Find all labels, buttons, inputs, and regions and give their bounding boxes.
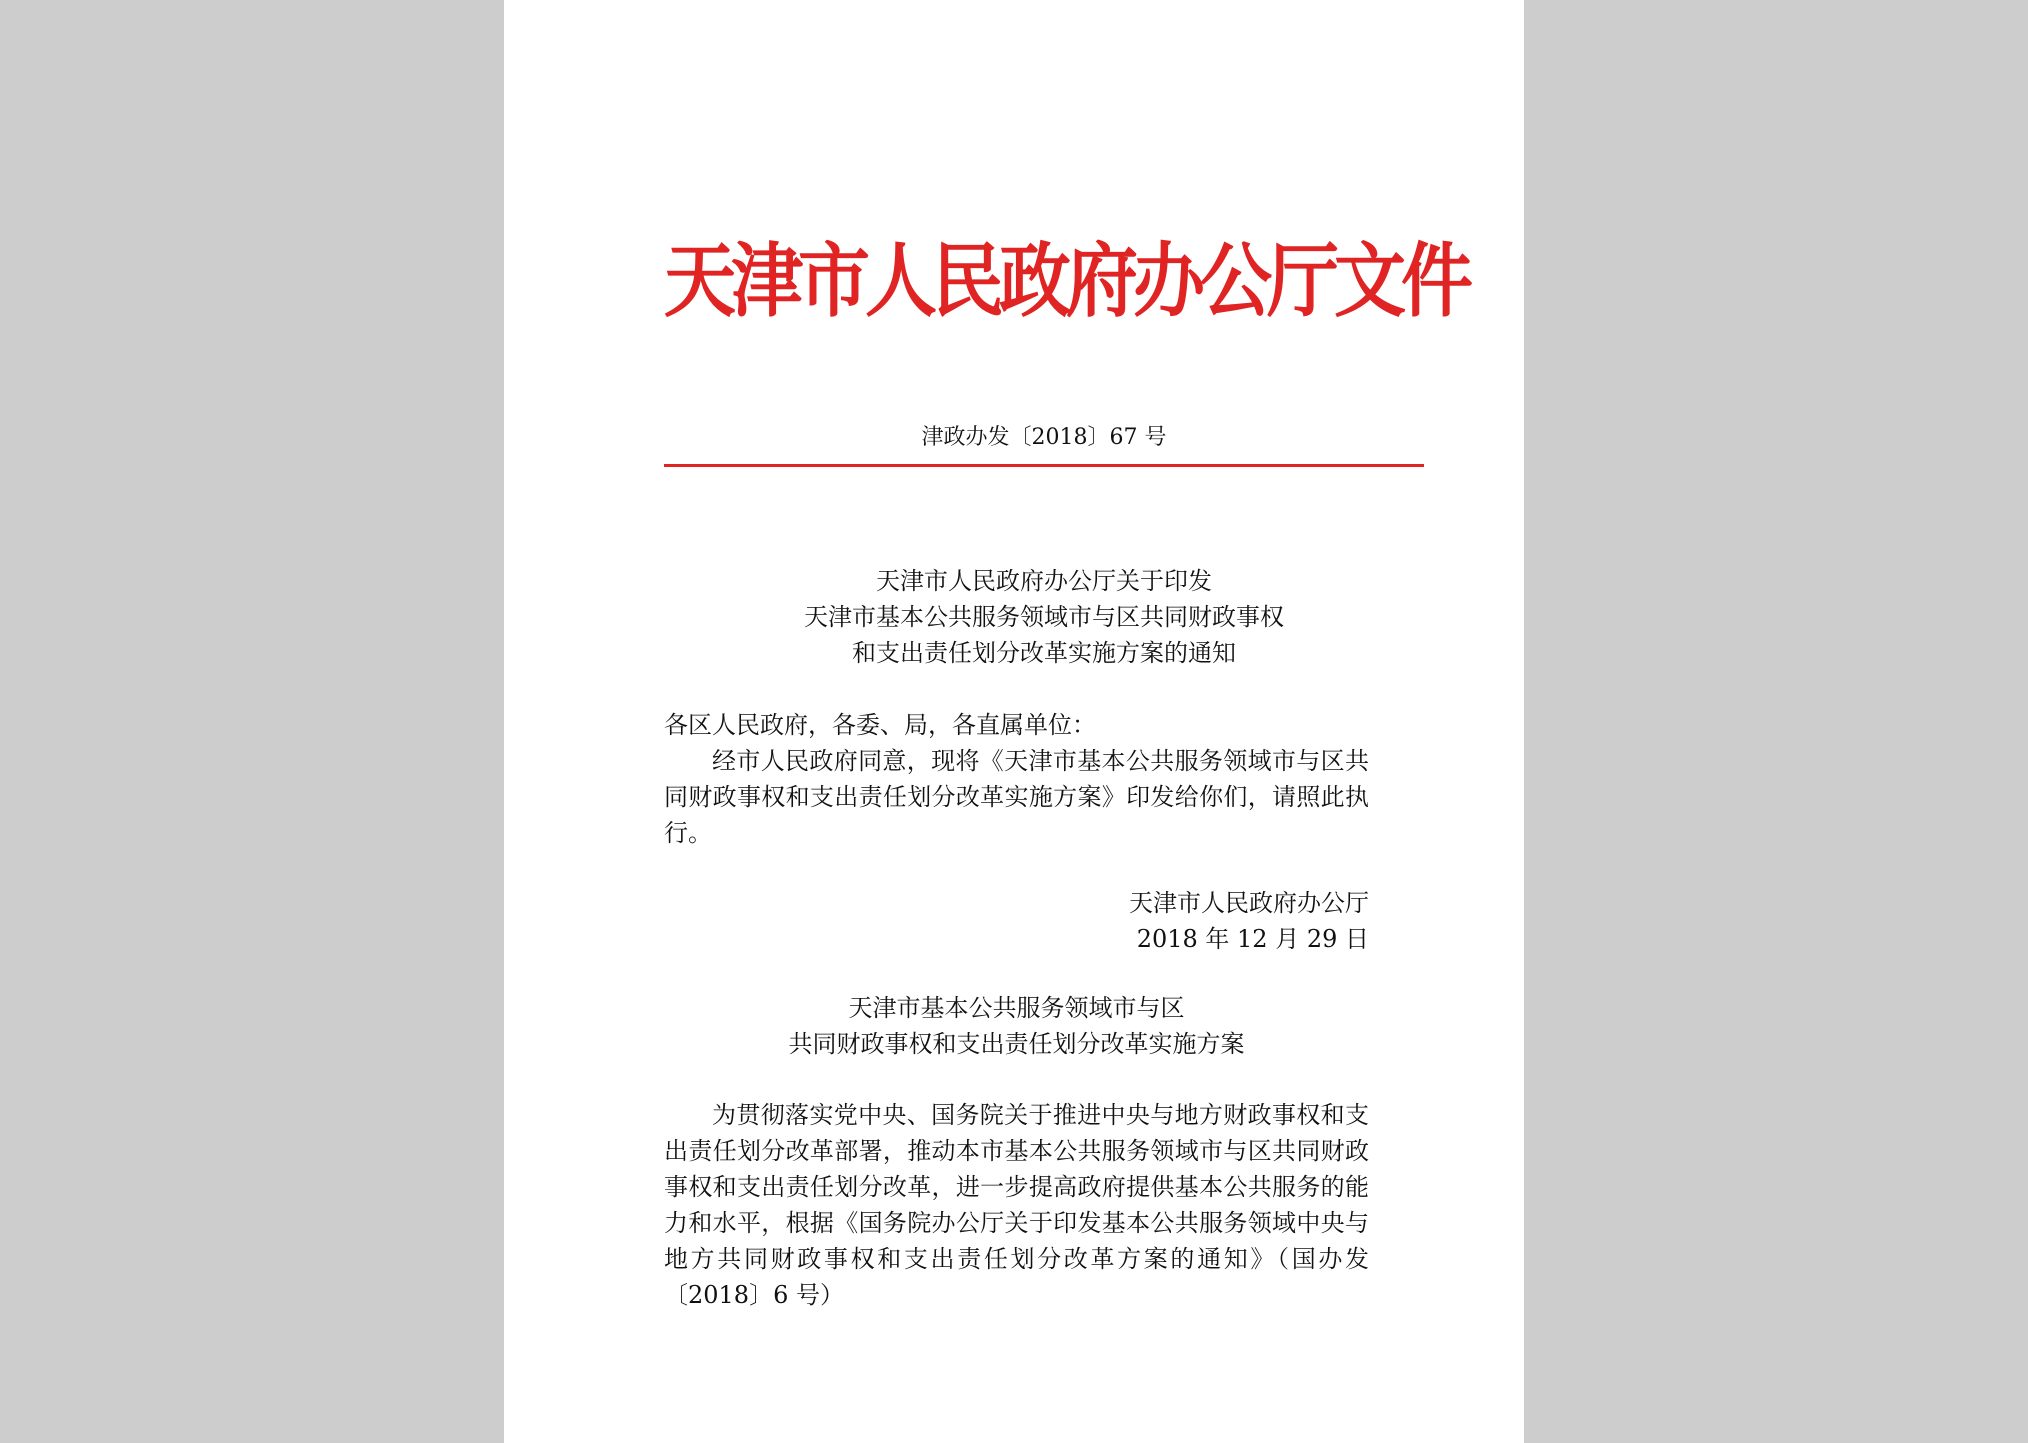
- plan-paragraph: 为贯彻落实党中央、国务院关于推进中央与地方财政事权和支出责任划分改革部署，推动本市基本公共服务领域市与区共同财政事权和支出责任划分改革，进一步提高政府提供基本公共服务的能力和水平，根据《国务院办公厅关于印发基本公共服务领域中央与地方共同财政事权和支出责任划分改革方案的通知》（国办发〔2018〕6 号）: [664, 1101, 1369, 1309]
- plan-title-line: 共同财政事权和支出责任划分改革实施方案: [788, 1030, 1245, 1058]
- document-number: 津政办发〔2018〕67 号: [921, 425, 1167, 450]
- notice-title: [664, 563, 1424, 671]
- issuer-name: 天津市人民政府办公厅: [1129, 889, 1369, 917]
- issue-date: 2018 年 12 月 29 日: [1136, 925, 1369, 953]
- plan-title-line: 天津市基本公共服务领域市与区: [848, 994, 1185, 1022]
- notice-title-line: 天津市基本公共服务领域市与区共同财政事权: [804, 603, 1284, 631]
- red-divider-line: [664, 464, 1424, 467]
- notice-title-line: 和支出责任划分改革实施方案的通知: [852, 639, 1236, 667]
- notice-paragraph: 经市人民政府同意，现将《天津市基本公共服务领域市与区共同财政事权和支出责任划分改革实施方案》印发给你们，请照此执行。: [664, 747, 1369, 847]
- signature-block: [664, 885, 1369, 957]
- document-page: [504, 0, 1524, 1443]
- plan-title: [664, 990, 1369, 1062]
- notice-title-line: 天津市人民政府办公厅关于印发: [876, 567, 1212, 595]
- salutation: 各区人民政府，各委、局，各直属单位：: [664, 711, 1096, 739]
- document-masthead: 天津市人民政府办公厅文件: [664, 233, 1469, 329]
